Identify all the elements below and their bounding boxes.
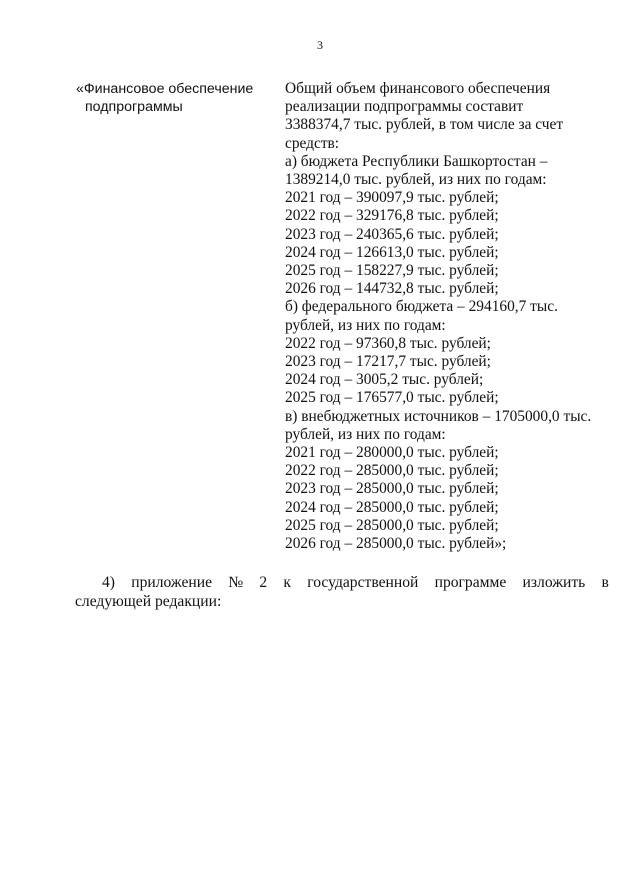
- financing-label: [76, 80, 276, 116]
- paragraph-word: изложить: [522, 574, 586, 591]
- financing-line: Общий объем финансового обеспечения: [285, 80, 551, 97]
- financing-line: 2021 год – 390097,9 тыс. рублей;: [285, 189, 499, 207]
- financing-line: 2022 год – 97360,8 тыс. рублей;: [285, 334, 491, 352]
- financing-line: 2022 год – 329176,8 тыс. рублей;: [285, 207, 499, 225]
- financing-label-line: подпрограммы: [85, 99, 183, 116]
- financing-line: 2021 год – 280000,0 тыс. рублей;: [285, 444, 499, 462]
- paragraph-word: 2: [259, 574, 268, 591]
- paragraph-word: к: [283, 574, 291, 591]
- financing-line: 1389214,0 тыс. рублей, из них по годам:: [285, 171, 547, 189]
- paragraph-line-2: следующей редакции:: [75, 593, 222, 610]
- financing-line: рублей, из них по годам:: [285, 316, 446, 334]
- financing-line: 2022 год – 285000,0 тыс. рублей;: [285, 462, 499, 480]
- financing-line: реализации подпрограммы составит: [285, 98, 524, 116]
- financing-line: 2024 год – 126613,0 тыс. рублей;: [285, 243, 499, 261]
- paragraph-word: приложение: [131, 574, 213, 591]
- page-number: 3: [317, 38, 323, 52]
- financing-line: 2023 год – 285000,0 тыс. рублей;: [285, 480, 499, 498]
- financing-details: [285, 80, 615, 553]
- financing-line: 2026 год – 144732,8 тыс. рублей;: [285, 280, 499, 298]
- financing-line: б) федерального бюджета – 294160,7 тыс.: [285, 298, 558, 316]
- paragraph-word: №: [228, 574, 244, 591]
- financing-line: 2025 год – 285000,0 тыс. рублей;: [285, 516, 499, 534]
- paragraph-word: программе: [434, 574, 507, 591]
- financing-line: 2025 год – 158227,9 тыс. рублей;: [285, 262, 499, 280]
- financing-line: 3388374,7 тыс. рублей, в том числе за счет: [285, 116, 564, 134]
- paragraph-word: государственной: [307, 574, 419, 591]
- amendment-paragraph: [75, 573, 609, 611]
- paragraph-word: 4): [102, 574, 115, 591]
- financing-line: рублей, из них по годам:: [285, 425, 446, 443]
- financing-label-line: «Финансовое обеспечение: [76, 81, 254, 97]
- financing-line: 2024 год – 3005,2 тыс. рублей;: [285, 371, 484, 389]
- financing-line: 2023 год – 17217,7 тыс. рублей;: [285, 353, 491, 371]
- financing-line: 2023 год – 240365,6 тыс. рублей;: [285, 225, 499, 243]
- paragraph-line-1: [102, 573, 609, 592]
- financing-line: а) бюджета Республики Башкортостан –: [285, 152, 548, 170]
- financing-line: 2025 год – 176577,0 тыс. рублей;: [285, 389, 499, 407]
- financing-line: в) внебюджетных источников – 1705000,0 тыс.: [285, 407, 592, 425]
- paragraph-word: в: [601, 574, 609, 591]
- financing-line: 2024 год – 285000,0 тыс. рублей;: [285, 498, 499, 516]
- financing-line: 2026 год – 285000,0 тыс. рублей»;: [285, 535, 507, 553]
- financing-line: средств:: [285, 134, 340, 152]
